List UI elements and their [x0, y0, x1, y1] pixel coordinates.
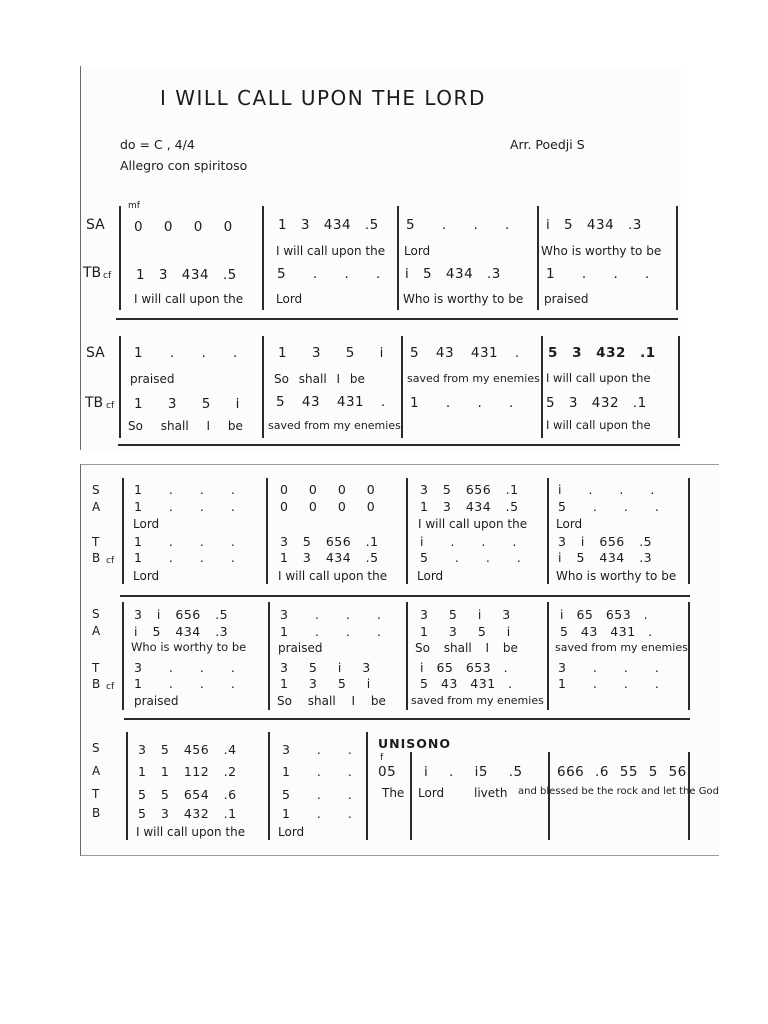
t-notes-m3: i . . . [420, 534, 517, 549]
barline [688, 478, 690, 584]
a-notes-m1: i 5 434 .3 [134, 624, 229, 639]
upper-lyrics: I will call upon the [418, 517, 528, 531]
t-notes-m3: i 65 653 . [420, 660, 509, 675]
unison-lyrics: liveth [474, 786, 508, 800]
barline [678, 336, 680, 438]
part-label-t: T [92, 787, 100, 801]
lower-lyrics: Lord [417, 569, 444, 583]
sa-notes-m1: 1 . . . [134, 345, 238, 361]
b-notes-m2: 1 3 5 i [280, 676, 371, 691]
barline [266, 478, 268, 584]
barline [537, 206, 539, 310]
t-notes-m2: 3 5 i 3 [280, 660, 371, 675]
s-notes-m4: i 65 653 . [560, 607, 649, 622]
a-notes-m3: 1 3 434 .5 [420, 499, 519, 514]
cantus-firmus-marker: cf [106, 682, 115, 692]
s-notes-m3: 3 5 656 .1 [420, 482, 519, 497]
score-sheet-1 [80, 66, 681, 450]
a-notes-m2: 0 0 0 0 [280, 499, 376, 514]
part-label-sa: SA [86, 217, 105, 233]
cantus-firmus-marker: cf [106, 556, 115, 566]
upper-lyrics: Who is worthy to be [131, 640, 247, 654]
b-notes-m1: 1 . . . [134, 550, 236, 565]
upper-lyrics: Lord [556, 517, 583, 531]
tb-notes-m4: 5 3 432 .1 [546, 395, 647, 411]
lower-lyrics: So shall I be [277, 694, 386, 708]
sa-notes-m3: 5 43 431 . [410, 345, 520, 361]
tb-lyrics: saved from my enemies [268, 419, 401, 432]
s-notes-m2: 3 . . [282, 742, 353, 757]
part-label-b: B [92, 806, 101, 820]
upper-lyrics: saved from my enemies [555, 641, 688, 654]
sa-lyrics: I will call upon the [276, 244, 386, 258]
part-label-tb: TB [85, 395, 104, 411]
barline [406, 478, 408, 584]
barline [410, 752, 412, 840]
sa-notes-m2: 1 3 434 .5 [278, 217, 379, 233]
tb-notes-m1: 1 3 434 .5 [136, 267, 237, 283]
part-label-s: S [92, 483, 100, 497]
unison-lyrics: and blessed be the rock and let the God [518, 786, 719, 797]
part-label-s: S [92, 607, 100, 621]
system-brace [122, 478, 124, 584]
tb-notes-m4: 1 . . . [546, 266, 650, 282]
unison-pickup: 05 [378, 764, 397, 780]
tb-notes-m2: 5 43 431 . [276, 394, 386, 410]
system-brace [126, 732, 128, 840]
lyrics: Lord [278, 825, 305, 839]
a-notes-m1: 1 1 112 .2 [138, 764, 237, 779]
barline [547, 602, 549, 710]
unison-lyrics: The [382, 786, 405, 800]
part-label-t: T [92, 535, 100, 549]
b-notes-m1: 5 3 432 .1 [138, 806, 237, 821]
barline [268, 602, 270, 710]
lower-lyrics: Lord [133, 569, 160, 583]
cantus-firmus-marker: cf [106, 401, 115, 411]
tb-notes-m2: 5 . . . [277, 266, 381, 282]
tb-lyrics: I will call upon the [134, 292, 244, 306]
upper-lyrics: So shall I be [415, 641, 518, 655]
lower-lyrics: praised [134, 694, 179, 708]
s-notes-m1: 1 . . . [134, 482, 236, 497]
b-notes-m3: 5 43 431 . [420, 676, 513, 691]
system-brace [119, 336, 121, 438]
sa-lyrics: praised [130, 372, 175, 386]
tb-lyrics: So shall I be [128, 419, 243, 433]
system-separator [118, 444, 680, 446]
song-title: I WILL CALL UPON THE LORD [160, 86, 486, 110]
b-notes-m3: 5 . . . [420, 550, 522, 565]
tb-lyrics: Who is worthy to be [403, 292, 524, 306]
lyrics: I will call upon the [136, 825, 246, 839]
part-label-sa: SA [86, 345, 105, 361]
b-notes-m2: 1 . . [282, 806, 353, 821]
dynamic-f: f [380, 753, 384, 763]
sa-notes-m4: 5 3 432 .1 [548, 345, 656, 361]
upper-lyrics: praised [278, 641, 323, 655]
arranger-credit: Arr. Poedji S [510, 137, 585, 152]
tb-notes-m3: i 5 434 .3 [405, 266, 501, 282]
sa-lyrics: I will call upon the [546, 371, 651, 385]
part-label-a: A [92, 500, 101, 514]
s-notes-m3: 3 5 i 3 [420, 607, 511, 622]
a-notes-m4: 5 . . . [558, 499, 660, 514]
barline [401, 336, 403, 438]
tb-lyrics: praised [544, 292, 589, 306]
t-notes-m2: 3 5 656 .1 [280, 534, 379, 549]
unisono-marking: UNISONO [378, 736, 451, 751]
sa-lyrics: saved from my enemies [407, 372, 540, 385]
system-separator [124, 718, 690, 720]
tb-notes-m1: 1 3 5 i [134, 396, 240, 412]
unison-lyrics: Lord [418, 786, 445, 800]
a-notes-m3: 1 3 5 i [420, 624, 511, 639]
tb-lyrics: Lord [276, 292, 303, 306]
lower-lyrics: saved from my enemies [411, 694, 544, 707]
part-label-t: T [92, 661, 100, 675]
upper-lyrics: Lord [133, 517, 160, 531]
barline [268, 732, 270, 840]
barline [262, 206, 264, 310]
s-notes-m4: i . . . [558, 482, 655, 497]
unison-notes-m1: i . i5 .5 [424, 764, 523, 780]
system-brace [119, 206, 121, 310]
system-separator [116, 318, 678, 320]
t-notes-m4: 3 i 656 .5 [558, 534, 653, 549]
tb-notes-m3: 1 . . . [410, 395, 514, 411]
s-notes-m2: 0 0 0 0 [280, 482, 376, 497]
barline [366, 732, 368, 840]
system-separator [120, 595, 690, 597]
b-notes-m4: i 5 434 .3 [558, 550, 653, 565]
dynamic-mf: mf [128, 201, 140, 211]
cantus-firmus-marker: cf [103, 271, 112, 281]
unison-notes-m2: 666 .6 55 5 56 [557, 764, 687, 780]
tempo-marking: Allegro con spiritoso [120, 158, 248, 173]
barline [262, 336, 264, 438]
a-notes-m4: 5 43 431 . [560, 624, 653, 639]
barline [688, 602, 690, 710]
lower-lyrics: Who is worthy to be [556, 569, 677, 583]
t-notes-m2: 5 . . [282, 787, 353, 802]
sa-lyrics: So shall I be [274, 372, 365, 386]
sa-notes-m4: i 5 434 .3 [546, 217, 642, 233]
part-label-s: S [92, 741, 100, 755]
b-notes-m4: 1 . . . [558, 676, 660, 691]
barline [547, 478, 549, 584]
barline [406, 602, 408, 710]
barline [397, 206, 399, 310]
system-brace [122, 602, 124, 710]
part-label-a: A [92, 624, 101, 638]
t-notes-m4: 3 . . . [558, 660, 660, 675]
part-label-b: B [92, 551, 101, 565]
b-notes-m2: 1 3 434 .5 [280, 550, 379, 565]
s-notes-m2: 3 . . . [280, 607, 382, 622]
part-label-tb: TB [83, 265, 102, 281]
lower-lyrics: I will call upon the [278, 569, 388, 583]
part-label-a: A [92, 764, 101, 778]
sa-notes-m3: 5 . . . [406, 217, 510, 233]
s-notes-m1: 3 i 656 .5 [134, 607, 229, 622]
barline [676, 206, 678, 310]
b-notes-m1: 1 . . . [134, 676, 236, 691]
a-notes-m2: 1 . . [282, 764, 353, 779]
s-notes-m1: 3 5 456 .4 [138, 742, 237, 757]
sa-lyrics: Who is worthy to be [541, 244, 662, 258]
key-time-signature: do = C , 4/4 [120, 137, 195, 152]
sa-lyrics: Lord [404, 244, 431, 258]
part-label-b: B [92, 677, 101, 691]
sa-notes-m2: 1 3 5 i [278, 345, 384, 361]
t-notes-m1: 3 . . . [134, 660, 236, 675]
t-notes-m1: 5 5 654 .6 [138, 787, 237, 802]
barline [541, 336, 543, 438]
sa-notes-m1: 0 0 0 0 [134, 219, 233, 235]
t-notes-m1: 1 . . . [134, 534, 236, 549]
a-notes-m2: 1 . . . [280, 624, 382, 639]
tb-lyrics: I will call upon the [546, 418, 651, 432]
a-notes-m1: 1 . . . [134, 499, 236, 514]
